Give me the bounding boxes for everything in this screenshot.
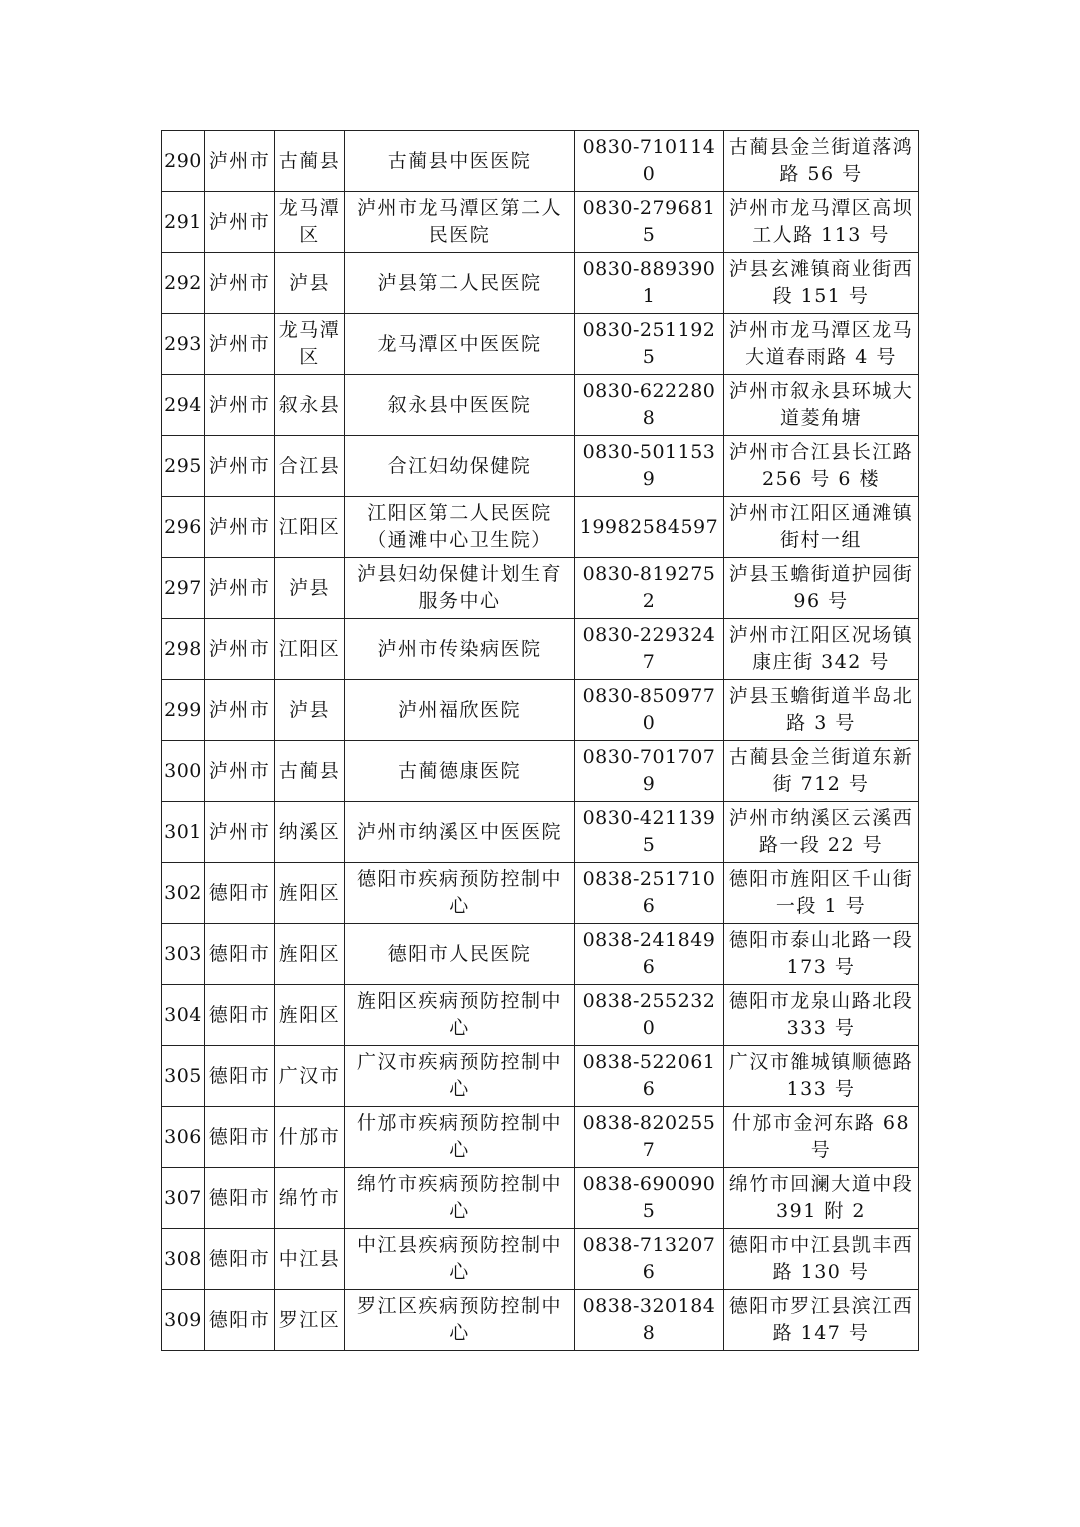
address-cell: 德阳市旌阳区千山街一段 1 号 [724,863,919,924]
row-number: 304 [162,985,205,1046]
city-cell: 泸州市 [205,314,275,375]
city-cell: 德阳市 [205,985,275,1046]
address-cell: 泸州市江阳区通滩镇街村一组 [724,497,919,558]
row-number: 306 [162,1107,205,1168]
city-cell: 德阳市 [205,1229,275,1290]
phone-cell: 0830-7017079 [575,741,724,802]
table-row [162,558,919,619]
district-cell: 泸县 [275,253,345,314]
city-cell: 德阳市 [205,1107,275,1168]
phone-cell: 0838-6900905 [575,1168,724,1229]
phone-cell: 0838-3201848 [575,1290,724,1351]
address-cell: 绵竹市回澜大道中段 391 附 2 [724,1168,919,1229]
institution-cell: 泸州市龙马潭区第二人民医院 [345,192,575,253]
district-cell: 旌阳区 [275,985,345,1046]
table-row [162,314,919,375]
institution-cell: 广汉市疾病预防控制中心 [345,1046,575,1107]
address-cell: 泸县玉蟾街道护园街 96 号 [724,558,919,619]
institution-cell: 旌阳区疾病预防控制中心 [345,985,575,1046]
address-cell: 德阳市泰山北路一段 173 号 [724,924,919,985]
institution-table [161,130,919,1351]
district-cell: 罗江区 [275,1290,345,1351]
table-row [162,253,919,314]
district-cell: 叙永县 [275,375,345,436]
institution-cell: 合江妇幼保健院 [345,436,575,497]
city-cell: 泸州市 [205,375,275,436]
city-cell: 泸州市 [205,680,275,741]
institution-cell: 德阳市人民医院 [345,924,575,985]
address-cell: 泸州市龙马潭区高坝工人路 113 号 [724,192,919,253]
district-cell: 江阳区 [275,497,345,558]
phone-cell: 0830-8192752 [575,558,724,619]
city-cell: 泸州市 [205,131,275,192]
address-cell: 德阳市龙泉山路北段 333 号 [724,985,919,1046]
row-number: 309 [162,1290,205,1351]
institution-cell: 古蔺德康医院 [345,741,575,802]
district-cell: 江阳区 [275,619,345,680]
district-cell: 绵竹市 [275,1168,345,1229]
address-cell: 泸州市叙永县环城大道菱角塘 [724,375,919,436]
institution-cell: 古蔺县中医医院 [345,131,575,192]
institution-cell: 龙马潭区中医医院 [345,314,575,375]
phone-cell: 0830-6222808 [575,375,724,436]
institution-cell: 泸州市传染病医院 [345,619,575,680]
table-row [162,1168,919,1229]
district-cell: 什邡市 [275,1107,345,1168]
city-cell: 泸州市 [205,741,275,802]
table-row [162,741,919,802]
district-cell: 合江县 [275,436,345,497]
address-cell: 泸州市江阳区况场镇康庄街 342 号 [724,619,919,680]
row-number: 294 [162,375,205,436]
district-cell: 古蔺县 [275,131,345,192]
phone-cell: 0830-2293247 [575,619,724,680]
row-number: 299 [162,680,205,741]
institution-cell: 罗江区疾病预防控制中心 [345,1290,575,1351]
address-cell: 泸州市龙马潭区龙马大道春雨路 4 号 [724,314,919,375]
address-cell: 泸州市纳溪区云溪西路一段 22 号 [724,802,919,863]
city-cell: 泸州市 [205,497,275,558]
table-row [162,863,919,924]
row-number: 308 [162,1229,205,1290]
phone-cell: 0830-4211395 [575,802,724,863]
city-cell: 泸州市 [205,619,275,680]
district-cell: 旌阳区 [275,863,345,924]
district-cell: 纳溪区 [275,802,345,863]
city-cell: 德阳市 [205,863,275,924]
phone-cell: 0830-5011539 [575,436,724,497]
city-cell: 泸州市 [205,436,275,497]
table-row [162,1107,919,1168]
row-number: 302 [162,863,205,924]
table-body [162,131,919,1351]
phone-cell: 0838-2418496 [575,924,724,985]
address-cell: 广汉市雒城镇顺德路 133 号 [724,1046,919,1107]
institution-cell: 叙永县中医医院 [345,375,575,436]
city-cell: 德阳市 [205,1046,275,1107]
phone-cell: 0838-7132076 [575,1229,724,1290]
district-cell: 泸县 [275,680,345,741]
institution-cell: 中江县疾病预防控制中心 [345,1229,575,1290]
phone-cell: 0830-8893901 [575,253,724,314]
address-cell: 什邡市金河东路 68 号 [724,1107,919,1168]
phone-cell: 0830-2796815 [575,192,724,253]
city-cell: 泸州市 [205,558,275,619]
institution-cell: 绵竹市疾病预防控制中心 [345,1168,575,1229]
address-cell: 德阳市罗江县滨江西路 147 号 [724,1290,919,1351]
city-cell: 德阳市 [205,1290,275,1351]
row-number: 305 [162,1046,205,1107]
row-number: 291 [162,192,205,253]
district-cell: 古蔺县 [275,741,345,802]
row-number: 297 [162,558,205,619]
table-row [162,375,919,436]
table-row [162,497,919,558]
district-cell: 中江县 [275,1229,345,1290]
institution-cell: 泸县第二人民医院 [345,253,575,314]
address-cell: 泸州市合江县长江路 256 号 6 楼 [724,436,919,497]
district-cell: 泸县 [275,558,345,619]
row-number: 296 [162,497,205,558]
table-row [162,436,919,497]
city-cell: 泸州市 [205,253,275,314]
table-row [162,802,919,863]
row-number: 292 [162,253,205,314]
table-row [162,985,919,1046]
city-cell: 德阳市 [205,924,275,985]
phone-cell: 0838-2552320 [575,985,724,1046]
phone-cell: 0830-8509770 [575,680,724,741]
phone-cell: 0830-2511925 [575,314,724,375]
institution-cell: 江阳区第二人民医院（通滩中心卫生院） [345,497,575,558]
city-cell: 泸州市 [205,192,275,253]
institution-cell: 泸州福欣医院 [345,680,575,741]
table-row [162,1046,919,1107]
row-number: 290 [162,131,205,192]
table-row [162,680,919,741]
district-cell: 龙马潭区 [275,192,345,253]
row-number: 295 [162,436,205,497]
row-number: 301 [162,802,205,863]
address-cell: 泸县玄滩镇商业街西段 151 号 [724,253,919,314]
row-number: 300 [162,741,205,802]
phone-cell: 0838-8202557 [575,1107,724,1168]
district-cell: 龙马潭区 [275,314,345,375]
district-cell: 旌阳区 [275,924,345,985]
phone-cell: 0838-5220616 [575,1046,724,1107]
phone-cell: 0830-7101140 [575,131,724,192]
table-row [162,619,919,680]
institution-cell: 什邡市疾病预防控制中心 [345,1107,575,1168]
address-cell: 古蔺县金兰街道东新街 712 号 [724,741,919,802]
table-row [162,924,919,985]
address-cell: 泸县玉蟾街道半岛北路 3 号 [724,680,919,741]
phone-cell: 0838-2517106 [575,863,724,924]
row-number: 298 [162,619,205,680]
city-cell: 德阳市 [205,1168,275,1229]
row-number: 303 [162,924,205,985]
district-cell: 广汉市 [275,1046,345,1107]
table-row [162,131,919,192]
institution-cell: 泸县妇幼保健计划生育服务中心 [345,558,575,619]
institution-cell: 泸州市纳溪区中医医院 [345,802,575,863]
table-row [162,1229,919,1290]
phone-cell: 19982584597 [575,497,724,558]
address-cell: 德阳市中江县凯丰西路 130 号 [724,1229,919,1290]
institution-cell: 德阳市疾病预防控制中心 [345,863,575,924]
row-number: 293 [162,314,205,375]
address-cell: 古蔺县金兰街道落鸿路 56 号 [724,131,919,192]
table-row [162,1290,919,1351]
row-number: 307 [162,1168,205,1229]
city-cell: 泸州市 [205,802,275,863]
table-row [162,192,919,253]
